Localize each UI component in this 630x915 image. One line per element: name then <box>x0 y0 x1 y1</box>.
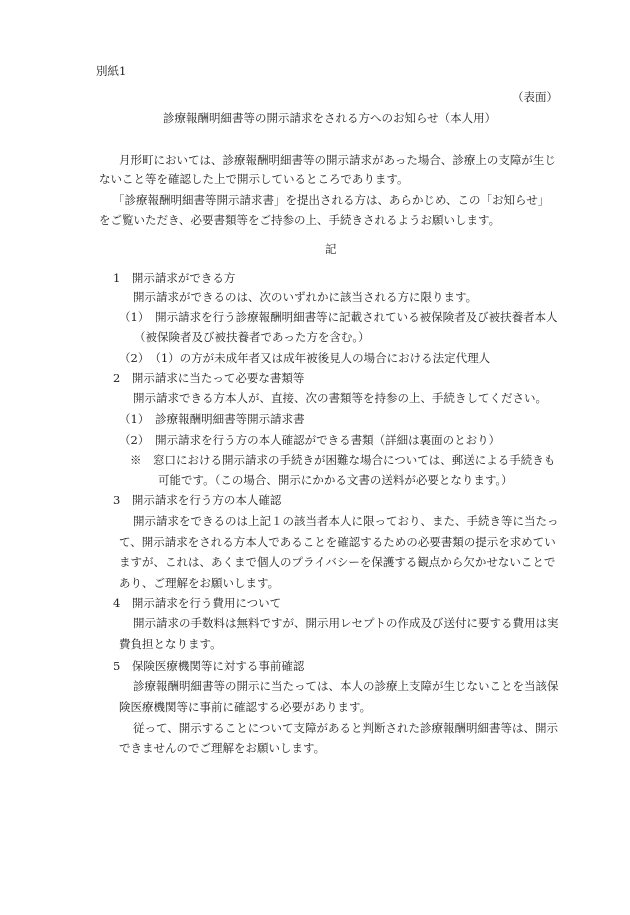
section-2-item-1: （1） 診療報酬明細書等開示請求書 <box>119 412 305 426</box>
section-4-heading: 4 開示請求を行う費用について <box>113 596 282 610</box>
section-2-note-cont: 可能です。（この場合、開示にかかる文書の送料が必要となります。） <box>158 473 513 487</box>
section-3-heading: 3 開示請求を行う方の本人確認 <box>113 493 282 507</box>
section-1-item-1-cont: （被保険者及び被扶養者であった方を含む。） <box>134 330 370 344</box>
section-3-line-2: て、開示請求をされる方本人であることを確認するための必要書類の提示を求めてい <box>119 535 556 549</box>
ki-heading: 記 <box>325 242 337 256</box>
section-4-line-1: 開示請求の手数料は無料ですが、開示用レセプトの作成及び送付に要する費用は実 <box>133 616 559 630</box>
section-2-body: 開示請求できる方本人が、直接、次の書類等を持参の上、手続きしてください。 <box>133 391 547 405</box>
section-4-line-2: 費負担となります。 <box>119 637 222 651</box>
section-1-item-1: （1） 開示請求を行う診療報酬明細書等に記載されている被保険者及び被扶養者本人 <box>119 310 558 324</box>
section-2-item-2: （2） 開示請求を行う方の本人確認ができる書類（詳細は裏面のとおり） <box>119 433 501 447</box>
section-3-line-3: ますが、これは、あくまで個人のプライバシーを保護する観点から欠かせないことで <box>119 555 556 569</box>
section-5-line-4: できませんのでご理解をお願いします。 <box>119 741 326 755</box>
section-5-line-2: 険医療機関等に事前に確認する必要があります。 <box>119 700 372 714</box>
intro-line-3: 「診療報酬明細書等開示請求書」を提出される方は、あらかじめ、この「お知らせ」 <box>113 193 550 207</box>
attachment-label: 別紙1 <box>96 64 127 78</box>
section-1-heading: 1 開示請求ができる方 <box>113 271 236 285</box>
section-3-line-4: あり、ご理解をお願いします。 <box>119 576 280 590</box>
section-5-heading: 5 保険医療機関等に対する事前確認 <box>113 659 305 673</box>
section-3-line-1: 開示請求をできるのは上記１の該当者本人に限っており、また、手続き等に当たっ <box>133 514 559 528</box>
section-5-line-3: 従って、開示することについて支障があると判断された診療報酬明細書等は、開示 <box>133 721 559 735</box>
intro-line-1: 月形町においては、診療報酬明細書等の開示請求があった場合、診療上の支障が生じ <box>119 153 556 167</box>
document-title: 診療報酬明細書等の開示請求をされる方へのお知らせ（本人用） <box>163 111 497 125</box>
side-label: （表面） <box>512 90 558 104</box>
intro-line-4: をご覧いただき、必要書類等をご持参の上、手続きされるようお願いします。 <box>99 213 501 227</box>
section-2-heading: 2 開示請求に当たって必要な書類等 <box>113 371 305 385</box>
section-1-item-2: （2） （1）の方が未成年者又は成年被後見人の場合における法定代理人 <box>119 351 491 365</box>
section-1-body: 開示請求ができるのは、次のいずれかに該当される方に限ります。 <box>133 290 478 304</box>
section-5-line-1: 診療報酬明細書等の開示に当たっては、本人の診療上支障が生じないことを当該保 <box>133 679 559 693</box>
section-2-note: ※ 窓口における開示請求の手続きが困難な場合については、郵送による手続きも <box>130 453 556 467</box>
intro-line-2: ないこと等を確認した上で開示しているところであります。 <box>99 172 409 186</box>
